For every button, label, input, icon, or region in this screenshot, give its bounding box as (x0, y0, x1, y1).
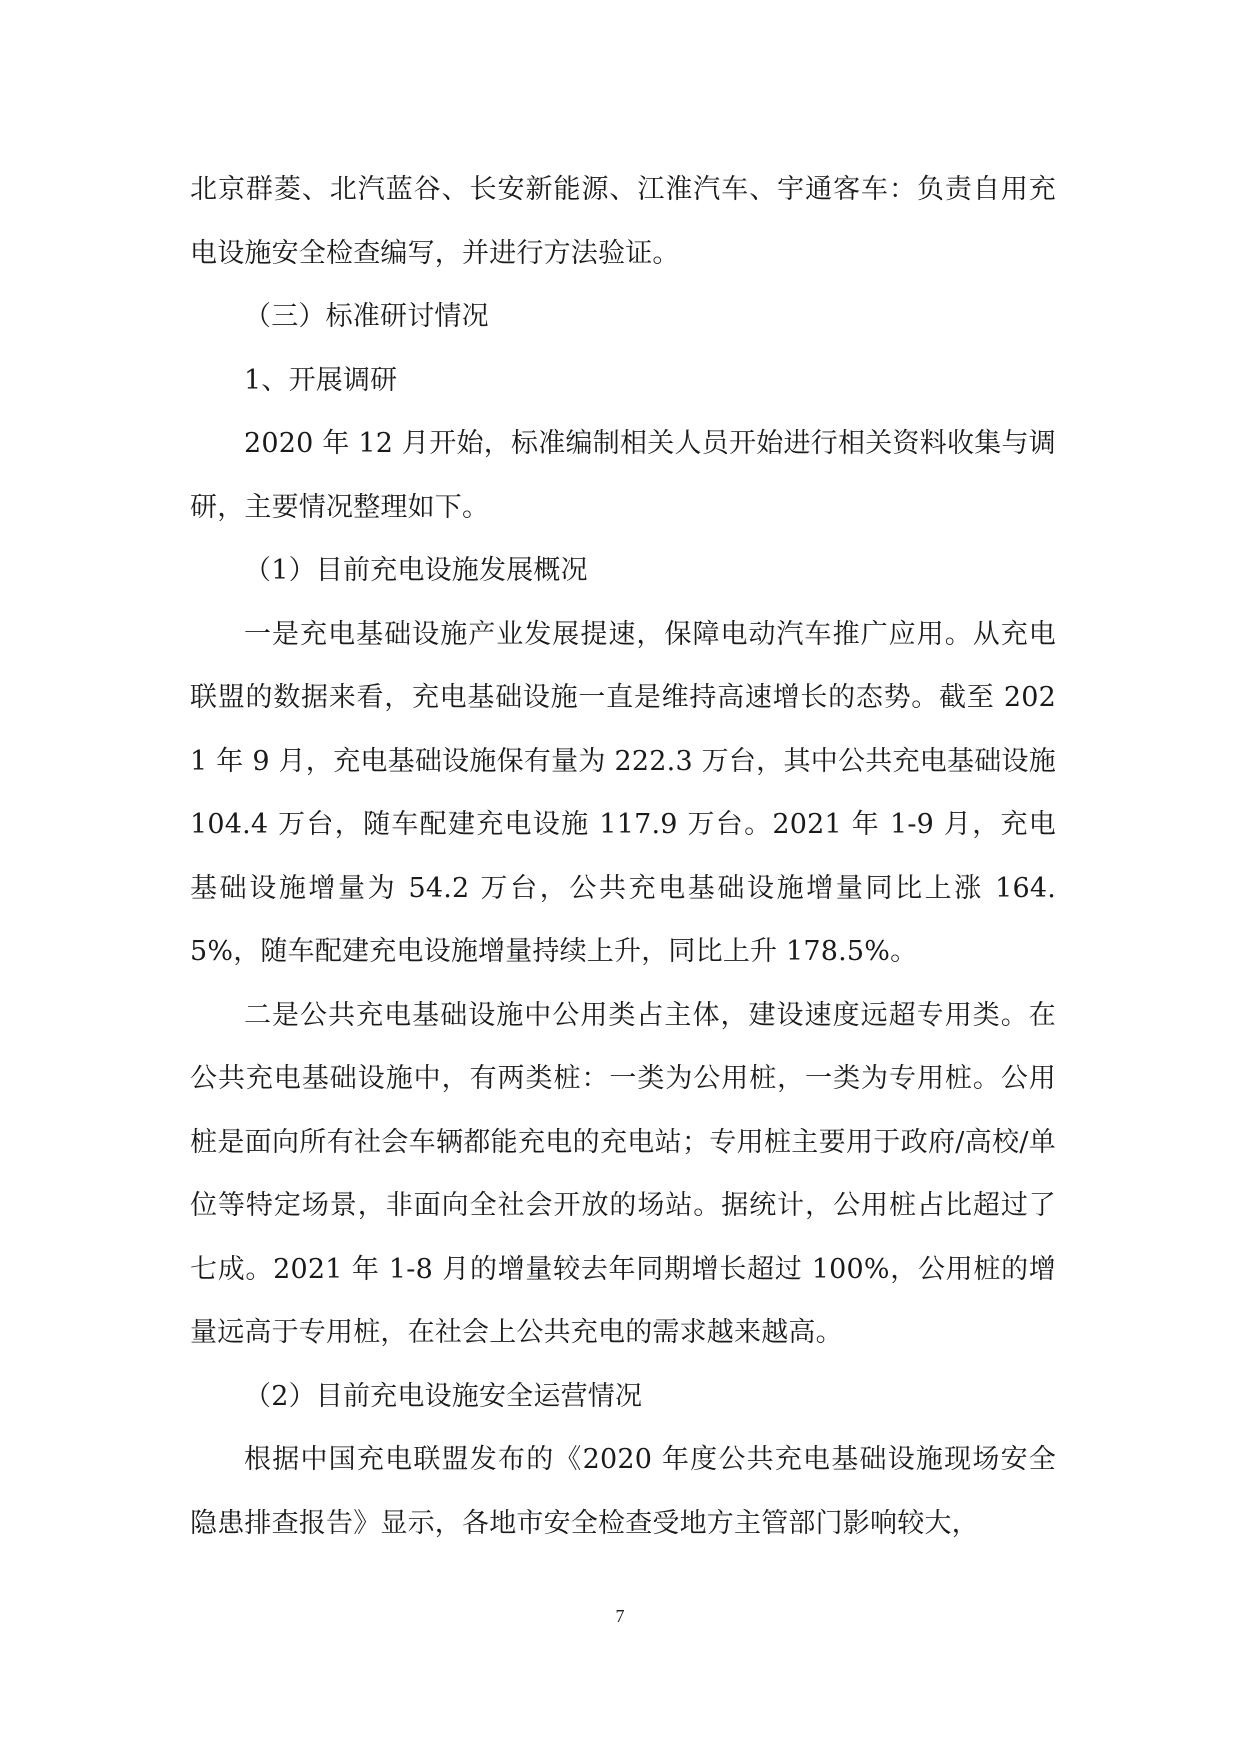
heading-standard-discussion: （三）标准研讨情况 (244, 301, 489, 332)
heading-research: 1、开展调研 (244, 364, 398, 396)
paragraph-responsibilities: 北京群菱、北汽蓝谷、长安新能源、江淮汽车、宇通客车：负责自用充电设施安全检查编写，并进行方法验证。 (190, 174, 1056, 269)
paragraph-public-vs-private: 二是公共充电基础设施中公用类占主体，建设速度远超专用类。在公共充电基础设施中，有两类桩：一类为公用桩，一类为专用桩。公用桩是面向所有社会车辆都能充电的充电站；专用桩主要用于政府/高校/单位等特定场景，非面向全社会开放的场站。据统计，公用桩占比超过了七成。2021 年 1-8 月的增量较去年同期增长超过 100%，公用桩的增量远高于专用桩，在社会上公共充电的需求越来越高。 (190, 999, 1056, 1348)
paragraph-safety-report: 根据中国充电联盟发布的《2020 年度公共充电基础设施现场安全隐患排查报告》显示，各地市安全检查受地方主管部门影响较大， (190, 1444, 1056, 1539)
document-body (190, 158, 1056, 1555)
paragraph-research-start: 2020 年 12 月开始，标准编制相关人员开始进行相关资料收集与调研，主要情况整理如下。 (190, 428, 1056, 523)
paragraph-industry-growth: 一是充电基础设施产业发展提速，保障电动汽车推广应用。从充电联盟的数据来看，充电基础设施一直是维持高速增长的态势。截至 2021 年 9 月，充电基础设施保有量为 222.3 万台，其中公共充电基础设施 104.4 万台，随车配建充电设施 117.9 万台。2021 年 1-9 月，充电基础设施增量为 54.2 万台，公共充电基础设施增量同比上涨 164.5%，随车配建充电设施增量持续上升，同比上升 178.5%。 (190, 618, 1056, 967)
heading-safety-operation: （2）目前充电设施安全运营情况 (244, 1380, 643, 1412)
heading-development-overview: （1）目前充电设施发展概况 (244, 555, 588, 586)
page-number: 7 (615, 1606, 625, 1626)
